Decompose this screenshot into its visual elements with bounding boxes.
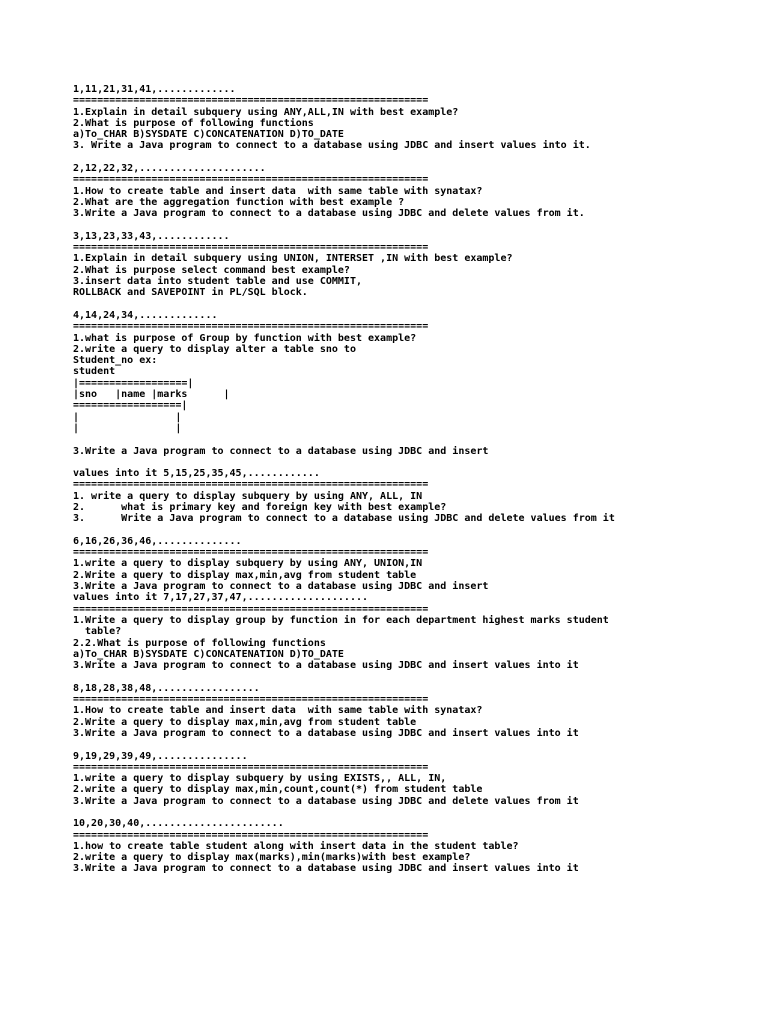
text-line: 3.Write a Java program to connect to a database using JDBC and insert values into it [73,660,579,672]
text-line: 2.write a query to display max(marks),min(marks)with best example? [73,852,471,864]
text-line: 3.Write a Java program to connect to a database using JDBC and insert values into it [73,727,579,739]
separator-line: =========================================================== [73,479,429,491]
text-line: 3.Write a Java program to connect to a database using JDBC and insert [73,581,489,593]
text-line: 2.Write a query to display max,min,avg from student table [73,716,417,728]
text-line: 2.What is purpose select command best example? [73,264,350,276]
text-line: 3.Write a Java program to connect to a database using JDBC and insert values into it [73,863,579,875]
text-line: | | [73,411,182,423]
separator-line: =========================================================== [73,829,429,841]
text-line: 8,18,28,38,48,................. [73,682,260,694]
text-line: 1.Explain in detail subquery using UNION, INTERSET ,IN with best example? [73,253,513,265]
separator-line: =========================================================== [73,761,429,773]
text-line: 4,14,24,34,............. [73,309,218,321]
text-line: 2.2.What is purpose of following functions [73,637,326,649]
text-line: 3. Write a Java program to connect to a database using JDBC and delete values from it [73,513,615,525]
separator-line: =========================================================== [73,95,429,107]
separator-line: =========================================================== [73,694,429,706]
blank-line [73,525,753,536]
text-line: 2,12,22,32,..................... [73,163,266,175]
text-line: table? [73,626,122,638]
text-line: 3,13,23,33,43,............ [73,230,230,242]
text-line: 3. Write a Java program to connect to a database using JDBC and insert values into it. [73,140,591,152]
text-line: 1.Explain in detail subquery using ANY,ALL,IN with best example? [73,106,459,118]
text-line: 2.write a query to display max,min,count,count(*) from student table [73,784,483,796]
blank-line [73,220,753,231]
text-line: 1.How to create table and insert data with same table with synatax? [73,185,483,197]
document-body [73,84,753,875]
text-line: a)To_CHAR B)SYSDATE C)CONCATENATION D)TO_DATE [73,129,344,141]
text-line: 1.Write a query to display group by function in for each department highest marks student [73,614,609,626]
text-line: 1.How to create table and insert data with same table with synatax? [73,705,483,717]
separator-line: =========================================================== [73,242,429,254]
blank-line [73,807,753,818]
blank-line [73,152,753,163]
text-line: 2.What are the aggregation function with best example ? [73,196,405,208]
text-line: 2. what is primary key and foreign key with best example? [73,501,447,513]
text-line: 6,16,26,36,46,.............. [73,535,242,547]
text-line: |sno |name |marks | [73,389,230,401]
separator-line: =========================================================== [73,321,429,333]
text-line: 1.write a query to display subquery by using EXISTS,, ALL, IN, [73,773,447,785]
blank-line [73,457,753,468]
text-line: 3.Write a Java program to connect to a database using JDBC and delete values from it. [73,208,585,220]
text-line: 3.insert data into student table and use COMMIT, [73,276,362,288]
separator-line: ==================| [73,400,188,412]
text-line: values into it 7,17,27,37,47,.................... [73,592,369,604]
separator-line: =========================================================== [73,174,429,186]
text-line: Student_no ex: [73,355,158,367]
text-line: 1,11,21,31,41,............. [73,84,236,95]
text-line: 1.how to create table student along with insert data in the student table? [73,840,519,852]
text-line: 2.write a query to display alter a table sno to [73,343,356,355]
blank-line [73,671,753,682]
separator-line: =========================================================== [73,547,429,559]
text-line: | | [73,422,182,434]
text-line: ROLLBACK and SAVEPOINT in PL/SQL block. [73,287,308,299]
text-line: 9,19,29,39,49,............... [73,750,248,762]
text-line: values into it 5,15,25,35,45,............ [73,468,320,480]
text-line: 1.what is purpose of Group by function with best example? [73,332,417,344]
blank-line [73,739,753,750]
blank-line [73,299,753,310]
text-line: a)To_CHAR B)SYSDATE C)CONCATENATION D)TO_DATE [73,648,344,660]
text-line: 3.Write a Java program to connect to a database using JDBC and delete values from it [73,795,579,807]
text-line: 1. write a query to display subquery by using ANY, ALL, IN [73,490,423,502]
text-line: 2.Write a query to display max,min,avg from student table [73,569,417,581]
blank-line [73,434,753,445]
text-line: 1.write a query to display subquery by using ANY, UNION,IN [73,558,423,570]
text-line: 10,20,30,40,....................... [73,818,284,830]
text-line: student [73,366,116,378]
text-line: 2.What is purpose of following functions [73,117,314,129]
separator-line: =========================================================== [73,603,429,615]
text-line: 3.Write a Java program to connect to a database using JDBC and insert [73,445,489,457]
text-line: |==================| [73,377,194,389]
